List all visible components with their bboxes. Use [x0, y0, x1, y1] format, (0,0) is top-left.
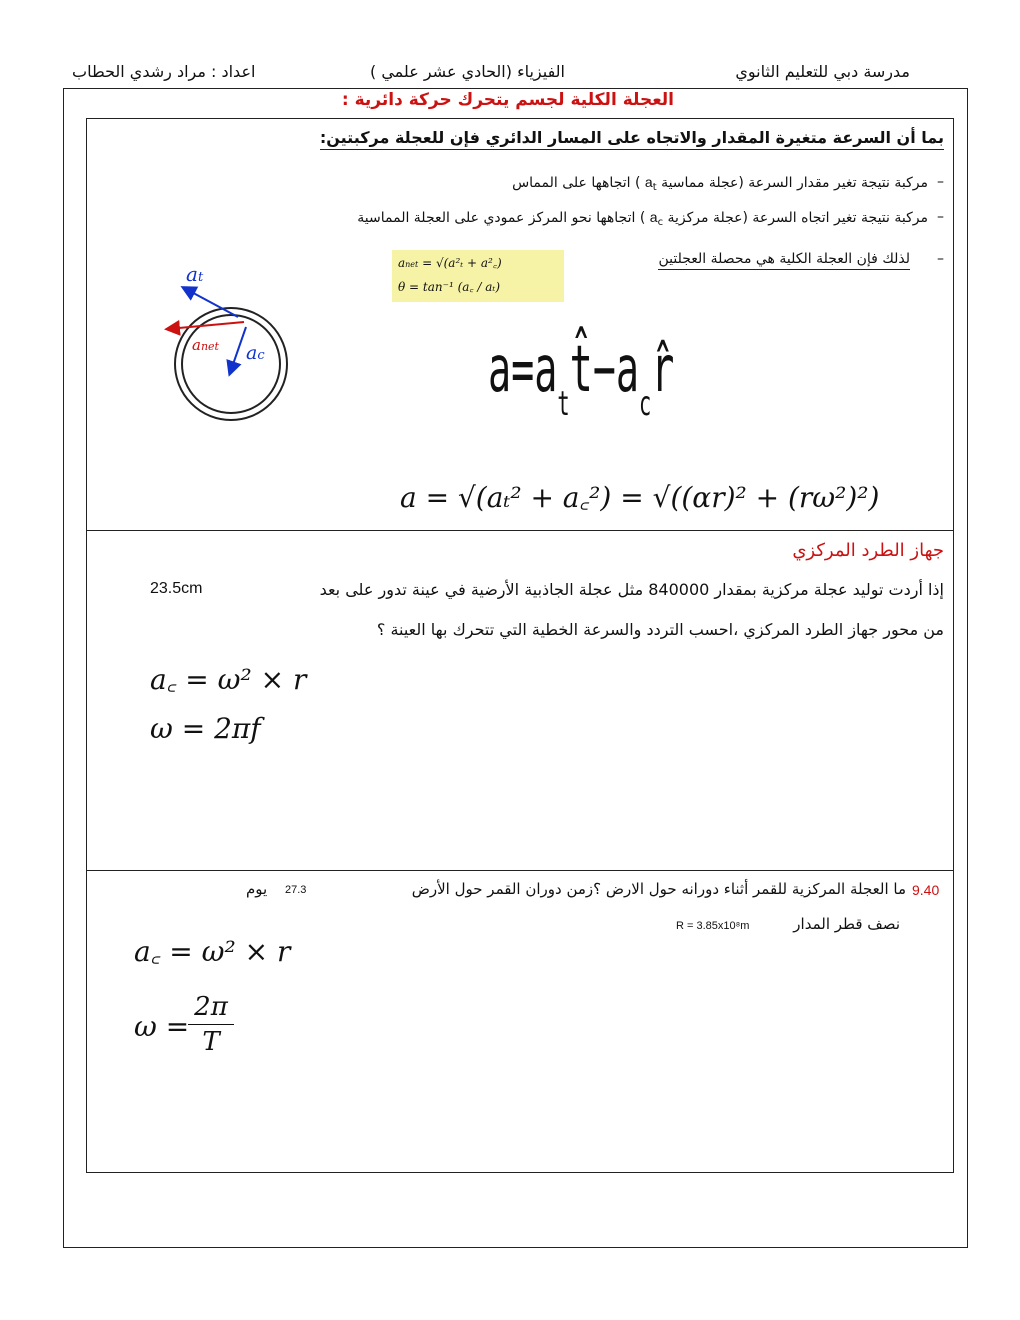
bullet-dash-3: – — [937, 251, 944, 267]
inner-circle — [182, 315, 280, 413]
bullet-resultant: لذلك فإن العجلة الكلية هي محصلة العجلتين — [658, 251, 910, 270]
bullet-tangential — [512, 174, 928, 193]
omega-lhs: ω = — [134, 1010, 190, 1043]
bullet-tangential-before: مركبة نتيجة تغير مقدار السرعة (عجلة مماسية — [661, 175, 928, 191]
bullet-dash-1: – — [937, 174, 944, 190]
label-at: at — [186, 262, 204, 286]
bullet-tangential-after: ) اتجاهها على المماس — [512, 175, 641, 191]
radius-label: نصف قطر المدار — [793, 915, 900, 933]
bullet-centripetal-after: ) اتجاهها نحو المركز عمودي على العجلة المماسية — [357, 210, 646, 226]
angular-frequency-formula: ω = 2πf — [150, 712, 261, 745]
bullet-dash-2: – — [937, 209, 944, 225]
label-anet: anet — [192, 336, 219, 354]
centripetal-arrow — [230, 327, 246, 373]
section2-distance: 23.5cm — [150, 580, 203, 597]
centripetal-formula-2: a꜀ = ω² × r — [134, 935, 291, 968]
school-name: مدرسة دبي للتعليم الثانوي — [735, 62, 910, 81]
ac-symbol: $a_c$ — [649, 209, 664, 228]
anet-magnitude-formula: anet = √(a²ₜ + a²꜀) — [398, 256, 502, 270]
label-ac: ac — [246, 342, 265, 364]
omega-fraction — [186, 990, 236, 1059]
section2-line1: إذا أردت توليد عجلة مركزية بمقدار 840000 مثل عجلة الجاذبية الأرضية في عينة تدور على بعد — [319, 580, 944, 599]
section3-question: ما العجلة المركزية للقمر أثناء دورانه حول الارض ؟زمن دوران القمر حول الأرض — [411, 880, 906, 898]
anet-angle-formula: θ = tan⁻¹ (a꜀ / aₜ) — [398, 280, 501, 294]
author-label: اعداد : مراد رشدي الحطاب — [72, 62, 256, 81]
section2-heading: جهاز الطرد المركزي — [792, 540, 944, 561]
circular-motion-diagram — [150, 255, 300, 430]
section-divider-2 — [86, 870, 954, 871]
fraction-denominator: T — [202, 1027, 220, 1057]
period-value: 27.3 — [285, 884, 307, 896]
bullet-centripetal-before: مركبة نتيجة تغير اتجاه السرعة (عجلة مركزية — [667, 210, 928, 226]
centripetal-formula-1: a꜀ = ω² × r — [150, 663, 307, 696]
vector-acceleration-equation: $a=a_tt̂-a_cr̂$ — [488, 333, 675, 424]
period-unit: يوم — [246, 880, 268, 898]
bullet-centripetal — [357, 209, 928, 228]
section2-line2: من محور جهاز الطرد المركزي ،احسب التردد والسرعة الخطية التي تتحرك بها العينة ؟ — [376, 620, 944, 639]
problem-number: 9.40 — [912, 882, 940, 898]
page-title: العجلة الكلية لجسم يتحرك حركة دائرية : — [341, 90, 674, 110]
section-divider-1 — [86, 530, 954, 531]
section1-heading: بما أن السرعة متغيرة المقدار والاتجاه على المسار الدائري فإن للعجلة مركبتين: — [320, 128, 944, 150]
net-arrow — [168, 322, 244, 329]
subject-label: الفيزياء (الحادي عشر علمي ) — [370, 62, 565, 81]
outer-circle — [175, 308, 287, 420]
magnitude-equation: a = √(aₜ² + a꜀²) = √((αr)² + (rω²)²) — [400, 481, 880, 514]
at-symbol: $a_t$ — [644, 174, 657, 193]
radius-value: R = 3.85x10⁸m — [676, 920, 750, 932]
formula-box — [392, 250, 564, 302]
fraction-numerator: 2π — [194, 992, 228, 1022]
